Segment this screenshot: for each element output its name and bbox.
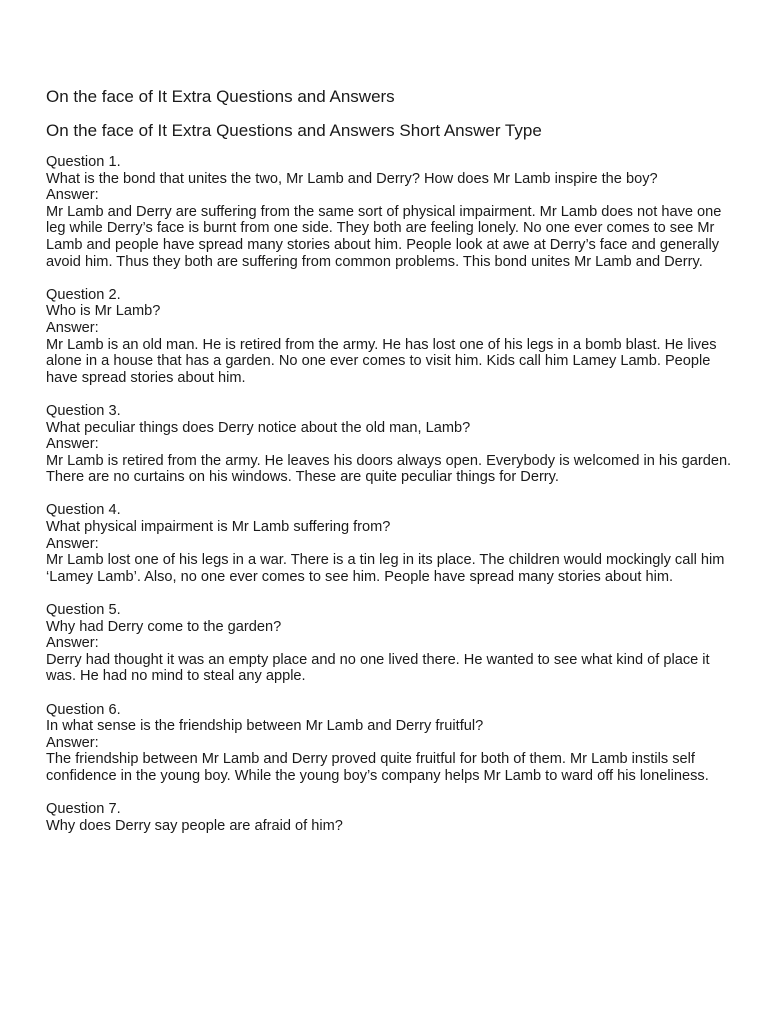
qa-block-2: [46, 287, 736, 387]
document-page: [46, 86, 736, 851]
answer-label: Answer:: [46, 187, 99, 204]
section-subtitle: On the face of It Extra Questions and Answers Short Answer Type: [46, 121, 542, 140]
answer-label: Answer:: [46, 635, 99, 652]
question-text: In what sense is the friendship between Mr Lamb and Derry fruitful?: [46, 718, 484, 735]
qa-block-7: [46, 801, 736, 834]
answer-label: Answer:: [46, 319, 99, 336]
question-label: Question 1.: [46, 154, 121, 170]
qa-block-3: [46, 403, 736, 486]
question-text: Why does Derry say people are afraid of him?: [46, 817, 343, 834]
question-label: Question 3.: [46, 402, 121, 419]
answer-label: Answer:: [46, 734, 99, 751]
question-text: Why had Derry come to the garden?: [46, 618, 282, 635]
answer-text: Mr Lamb lost one of his legs in a war. There is a tin leg in its place. The children would mockingly call him ‘Lamey Lamb’. Also, no one ever comes to see him. People have spread many stories about him.: [46, 552, 725, 585]
question-label: Question 2.: [46, 286, 121, 303]
question-label: Question 4.: [46, 502, 121, 519]
question-text: What is the bond that unites the two, Mr Lamb and Derry? How does Mr Lamb inspire the boy?: [46, 170, 658, 187]
question-text: Who is Mr Lamb?: [46, 303, 161, 320]
question-label: Question 6.: [46, 701, 121, 718]
answer-text: Mr Lamb is an old man. He is retired from the army. He has lost one of his legs in a bomb blast. He lives alone in a house that has a garden. No one ever comes to visit him. Kids call him Lamey Lamb. People have spread stories about him.: [46, 336, 717, 386]
answer-label: Answer:: [46, 436, 99, 453]
question-text: What peculiar things does Derry notice about the old man, Lamb?: [46, 419, 471, 436]
answer-text: The friendship between Mr Lamb and Derry proved quite fruitful for both of them. Mr Lamb instils self confidence in the young boy. While the young boy’s company helps Mr Lamb to ward off his loneliness.: [46, 751, 709, 784]
question-label: Question 5.: [46, 602, 121, 619]
qa-block-6: [46, 702, 736, 785]
answer-text: Mr Lamb is retired from the army. He leaves his doors always open. Everybody is welcomed in his garden. There are no curtains on his windows. These are quite peculiar things for Derry.: [46, 452, 732, 486]
qa-block-5: [46, 602, 736, 685]
qa-block-4: [46, 502, 736, 585]
page-title: On the face of It Extra Questions and Answers: [46, 87, 395, 106]
answer-label: Answer:: [46, 535, 99, 552]
question-label: Question 7.: [46, 801, 121, 818]
answer-text: Mr Lamb and Derry are suffering from the same sort of physical impairment. Mr Lamb does not have one leg while Derry’s face is burnt from one side. They both are feeling lonely. No one ever comes to see Mr Lamb and people have spread many stories about him. People look at awe at Derry’s face and generally avoid him. Thus they both are suffering from common problems. This bond unites Mr Lamb and Derry.: [46, 203, 722, 270]
answer-text: Derry had thought it was an empty place and no one lived there. He wanted to see what kind of place it was. He had no mind to steal any apple.: [46, 651, 710, 685]
qa-block-1: [46, 154, 736, 270]
question-text: What physical impairment is Mr Lamb suffering from?: [46, 519, 391, 536]
